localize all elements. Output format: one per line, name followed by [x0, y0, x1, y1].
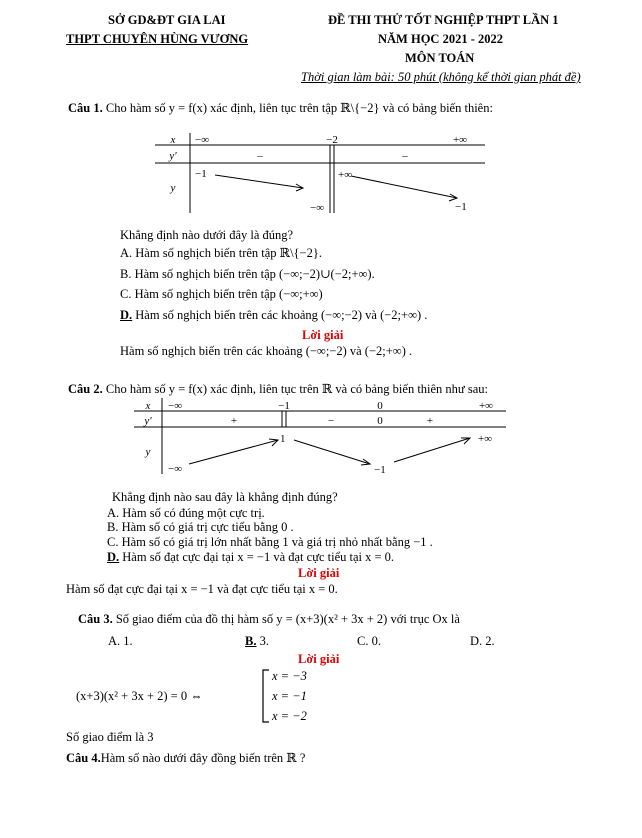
q3-text: Số giao điểm của đồ thị hàm số y = (x+3)(x² + 3x + 2) với trục Ox là: [112, 612, 460, 626]
q3-label: Câu 3.: [78, 612, 113, 626]
q4-label: Câu 4.: [66, 751, 101, 765]
q2-option-c[interactable]: C. Hàm số có giá trị lớn nhất bằng 1 và giá trị nhỏ nhất bằng −1 .: [107, 535, 433, 549]
q2-t-yp: y′: [144, 415, 152, 427]
q1-stem: [68, 100, 493, 116]
q2-t-xneg: −∞: [168, 400, 183, 412]
header-subject: MÔN TOÁN: [405, 51, 475, 65]
q2-t-s3: +: [426, 415, 434, 427]
q2-label: Câu 2.: [68, 382, 103, 396]
q1-t-v3: +∞: [338, 169, 353, 181]
q2-t-v4: +∞: [478, 433, 493, 445]
q1-prompt: Khẳng định nào dưới đây là đúng?: [120, 228, 294, 242]
q1-solution-title: Lời giải: [302, 328, 344, 342]
q2-t-xm1: −1: [278, 400, 290, 412]
q1-label: Câu 1.: [68, 101, 103, 115]
q3-solution-title: Lời giải: [298, 652, 340, 666]
q1-option-a[interactable]: A. Hàm số nghịch biến trên tập ℝ\{−2}.: [120, 246, 322, 260]
q3-option-b-key: B.: [245, 634, 257, 648]
q1-t-xm: −2: [326, 134, 338, 146]
q4-text: Hàm số nào dưới đây đồng biến trên ℝ ?: [100, 751, 306, 765]
q2-variation-table: [134, 398, 506, 476]
q2-t-s2: −: [327, 415, 335, 427]
q3-option-b[interactable]: [245, 634, 269, 649]
q3-option-d[interactable]: D. 2.: [470, 634, 495, 648]
q2-t-x0: 0: [377, 400, 383, 412]
q1-t-x: x: [170, 134, 176, 146]
q2-option-d-text: Hàm số đạt cực đại tại x = −1 và đạt cực tiểu tại x = 0.: [119, 550, 395, 564]
q1-t-y: y: [170, 182, 176, 194]
q2-option-b[interactable]: B. Hàm số có giá trị cực tiểu bằng 0 .: [107, 520, 294, 534]
q2-stem: [68, 381, 488, 397]
q1-t-xpos: +∞: [452, 134, 468, 146]
q2-t-v2: 1: [280, 433, 286, 445]
q1-t-v4: −1: [455, 201, 467, 213]
q2-t-xpos: +∞: [478, 400, 494, 412]
q2-solution-title: Lời giải: [298, 566, 340, 580]
q2-t-x: x: [145, 400, 151, 412]
q1-option-c[interactable]: C. Hàm số nghịch biến trên tập (−∞;+∞): [120, 287, 323, 301]
q2-text: Cho hàm số y = f(x) xác định, liên tục trên ℝ và có bảng biến thiên như sau:: [102, 382, 488, 396]
q1-option-d-text: Hàm số nghịch biến trên các khoảng (−∞;−2) và (−2;+∞) .: [132, 308, 428, 322]
q1-t-xneg: −∞: [195, 134, 210, 146]
q3-equation: (x+3)(x² + 3x + 2) = 0 ⇔: [76, 689, 203, 703]
q3-root-1: x = −3: [272, 669, 307, 683]
q3-option-a[interactable]: A. 1.: [108, 634, 133, 648]
q2-t-zero: 0: [377, 415, 383, 427]
q1-t-s2: –: [402, 150, 408, 162]
q1-option-d[interactable]: [120, 308, 427, 323]
q2-option-a[interactable]: A. Hàm số có đúng một cực trị.: [107, 506, 265, 520]
q1-option-b[interactable]: B. Hàm số nghịch biến trên tập (−∞;−2)∪(−2;+∞).: [120, 267, 375, 281]
q3-option-b-text: 3.: [256, 634, 269, 648]
q1-t-v2: −∞: [310, 202, 325, 214]
q2-t-v1: −∞: [168, 463, 183, 475]
q2-t-y: y: [145, 446, 151, 458]
q3-system-bracket: [259, 668, 271, 724]
q2-option-d[interactable]: [107, 550, 394, 565]
q1-solution-text: Hàm số nghịch biến trên các khoảng (−∞;−2) và (−2;+∞) .: [120, 344, 413, 358]
q1-text: Cho hàm số y = f(x) xác định, liên tục trên tập ℝ\{−2} và có bảng biến thiên:: [102, 101, 493, 115]
q2-prompt: Khẳng định nào sau đây là khẳng định đúng?: [112, 490, 338, 504]
q1-variation-table: [155, 133, 485, 215]
q2-option-d-key: D.: [107, 550, 120, 564]
q1-t-v1: −1: [195, 168, 207, 180]
q4-stem: [66, 750, 305, 766]
q3-root-3: x = −2: [272, 709, 307, 723]
q1-option-d-key: D.: [120, 308, 133, 322]
header-time: Thời gian làm bài: 50 phút (không kể thời gian phát đề): [301, 70, 581, 84]
q3-stem: [78, 612, 460, 627]
header-school-year: NĂM HỌC 2021 - 2022: [378, 32, 503, 46]
q2-t-s1: +: [230, 415, 238, 427]
q2-solution-text: Hàm số đạt cực đại tại x = −1 và đạt cực tiểu tại x = 0.: [66, 582, 338, 596]
q3-option-c[interactable]: C. 0.: [357, 634, 381, 648]
header-school: THPT CHUYÊN HÙNG VƯƠNG: [66, 32, 249, 46]
q1-t-s1: –: [257, 150, 263, 162]
q2-t-v3: −1: [374, 464, 386, 476]
q1-t-yp: y′: [169, 150, 177, 162]
header-department: SỞ GD&ĐT GIA LAI: [108, 13, 226, 27]
q3-conclusion: Số giao điểm là 3: [66, 730, 154, 744]
header-exam-title: ĐỀ THI THỬ TỐT NGHIỆP THPT LẦN 1: [328, 13, 559, 27]
q3-root-2: x = −1: [272, 689, 307, 703]
